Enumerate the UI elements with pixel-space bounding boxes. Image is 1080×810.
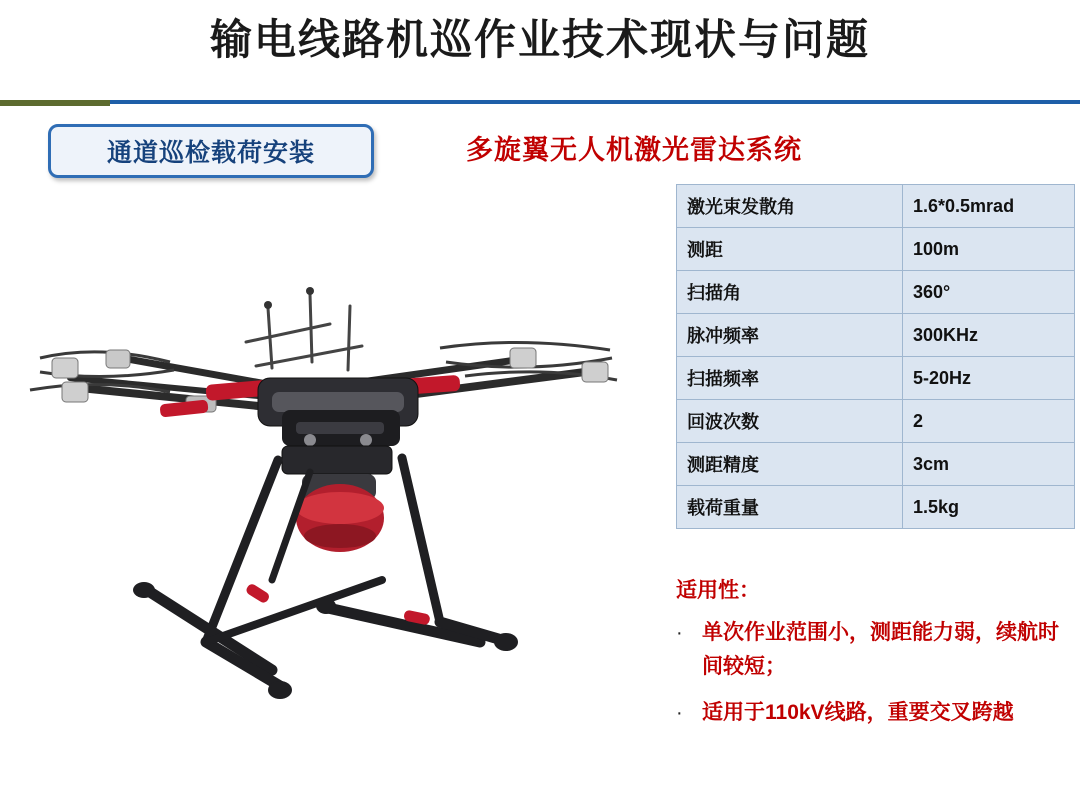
spec-value: 1.5kg — [903, 486, 1075, 529]
section-heading: 多旋翼无人机激光雷达系统 — [466, 135, 802, 165]
spec-key: 载荷重量 — [677, 486, 903, 529]
table-row — [677, 443, 1075, 486]
bullet-icon: · — [676, 702, 683, 724]
spec-value: 360° — [903, 271, 1075, 314]
title-divider-main-segment — [110, 100, 1080, 104]
spec-key: 脉冲频率 — [677, 314, 903, 357]
table-row — [677, 486, 1075, 529]
bullet-icon: · — [676, 622, 683, 644]
table-row — [677, 271, 1075, 314]
spec-key: 回波次数 — [677, 400, 903, 443]
table-row — [677, 357, 1075, 400]
spec-key: 扫描角 — [677, 271, 903, 314]
applicability-title: 适用性： — [676, 579, 760, 602]
spec-table-body — [677, 185, 1075, 529]
section-badge — [48, 124, 374, 178]
spec-value: 1.6*0.5mrad — [903, 185, 1075, 228]
spec-key: 测距精度 — [677, 443, 903, 486]
list-item-label: 单次作业范围小，测距能力弱，续航时间较短； — [702, 621, 1059, 678]
title-divider-left-segment — [0, 100, 110, 106]
spec-key: 扫描频率 — [677, 357, 903, 400]
title-divider — [0, 100, 1080, 106]
spec-key: 激光束发散角 — [677, 185, 903, 228]
multirotor-uav-lidar-photo — [10, 250, 670, 770]
spec-key: 测距 — [677, 228, 903, 271]
table-row — [677, 185, 1075, 228]
page-title: 输电线路机巡作业技术现状与问题 — [209, 16, 870, 63]
spec-value: 2 — [903, 400, 1075, 443]
table-row — [677, 400, 1075, 443]
list-item-label: 适用于110kV线路，重要交叉跨越 — [702, 701, 1014, 724]
applicability-list — [676, 616, 1066, 742]
spec-value: 100m — [903, 228, 1075, 271]
section-badge-label: 通道巡检载荷安装 — [106, 139, 315, 167]
table-row — [677, 228, 1075, 271]
lidar-spec-table — [676, 184, 1075, 529]
spec-value: 5-20Hz — [903, 357, 1075, 400]
list-item — [676, 616, 1066, 684]
spec-value: 3cm — [903, 443, 1075, 486]
spec-value: 300KHz — [903, 314, 1075, 357]
table-row — [677, 314, 1075, 357]
list-item — [676, 696, 1066, 730]
